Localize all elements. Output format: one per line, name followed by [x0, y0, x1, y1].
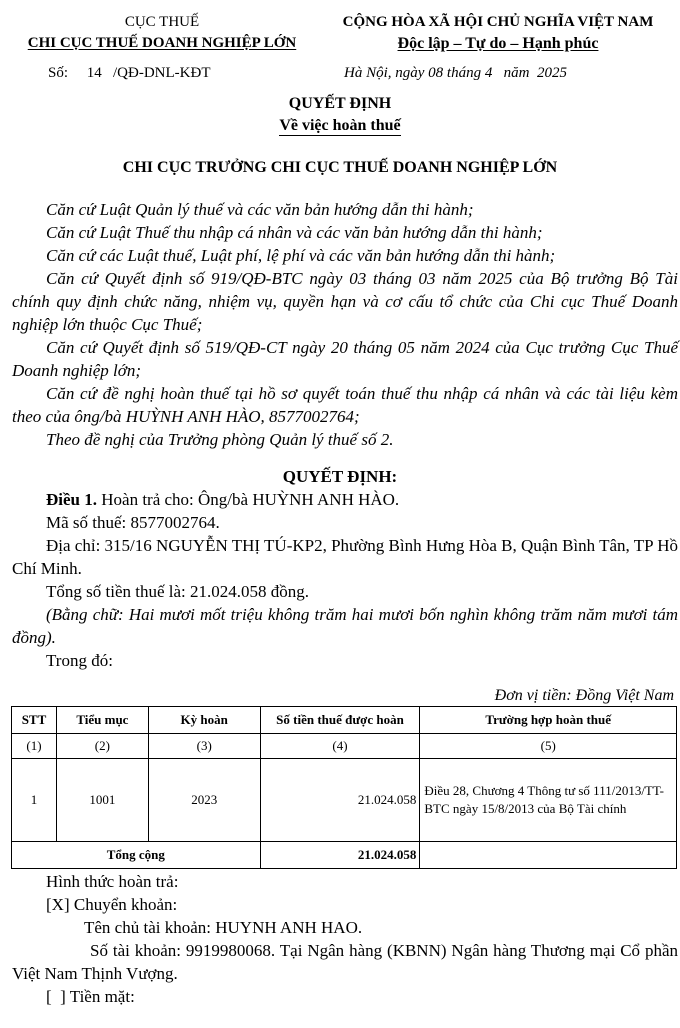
- payment-method: [12, 870, 678, 1008]
- column-number-row: (1) (2) (3) (4) (5): [12, 734, 677, 759]
- agency-parent: CỤC THUẾ: [124, 14, 200, 30]
- header-amount: Số tiền thuế được hoàn: [260, 707, 420, 734]
- account-number: Số tài khoản: 9919980068. Tại Ngân hàng (KBNN) Ngân hàng Thương mại Cổ phần Việt Nam Thịnh Vượng.: [12, 941, 678, 983]
- tax-code: Mã số thuế: 8577002764.: [46, 513, 220, 532]
- transfer-option: [X] Chuyển khoản:: [46, 895, 178, 914]
- document-date: Hà Nội, ngày 08 tháng 4 năm 2025: [344, 65, 567, 81]
- nation-name: CỘNG HÒA XÃ HỘI CHỦ NGHĨA VIỆT NAM: [342, 14, 654, 30]
- header-case: Trường hợp hoàn thuế: [420, 707, 677, 734]
- currency-unit: Đơn vị tiền: Đồng Việt Nam: [494, 687, 674, 704]
- basis-item: Căn cứ Luật Quản lý thuế và các văn bản hướng dẫn thi hành;: [46, 200, 474, 219]
- basis-item: Căn cứ đề nghị hoàn thuế tại hồ sơ quyết toán thuế thu nhập cá nhân và các tài liệu kèm theo của ông/bà HUỲNH ANH HÀO, 8577002764;: [12, 384, 678, 426]
- cell-sub-item: 1001: [56, 759, 148, 842]
- basis-item: Theo đề nghị của Trưởng phòng Quản lý thuế số 2.: [46, 430, 394, 449]
- payment-method-label: Hình thức hoàn trả:: [46, 872, 179, 891]
- amount-in-words: (Bằng chữ: Hai mươi mốt triệu không trăm hai mươi bốn nghìn không trăm năm mươi tám đồng).: [12, 605, 679, 647]
- basis-item: Căn cứ Quyết định số 519/QĐ-CT ngày 20 tháng 05 năm 2024 của Cục trưởng Cục Thuế Doanh nghiệp lớn;: [12, 338, 678, 380]
- document-subject: Về việc hoàn thuế: [279, 117, 401, 134]
- article-1-recipient: Điều 1. Hoàn trả cho: Ông/bà HUỲNH ANH HÀO.: [46, 490, 400, 509]
- total-label: Tổng cộng: [12, 842, 261, 869]
- address: Địa chỉ: 315/16 NGUYỄN THỊ TÚ-KP2, Phường Bình Hưng Hòa B, Quận Bình Tân, TP Hồ Chí Minh.: [12, 536, 678, 578]
- document-title: QUYẾT ĐỊNH: [288, 95, 392, 112]
- legal-basis: [12, 198, 678, 451]
- cash-checkbox: [ ]: [46, 987, 66, 1006]
- basis-item: Căn cứ Quyết định số 919/QĐ-BTC ngày 03 tháng 03 năm 2025 của Bộ trưởng Bộ Tài chính quy định chức năng, nhiệm vụ, quyền hạn và cơ cấu tổ chức của Chi cục Thuế Doanh nghiệp lớn thuộc Cục Thuế;: [12, 269, 678, 334]
- cell-case: Điều 28, Chương 4 Thông tư số 111/2013/TT-BTC ngày 15/8/2013 của Bộ Tài chính: [420, 759, 677, 842]
- total-amount: Tổng số tiền thuế là: 21.024.058 đồng.: [46, 582, 310, 601]
- total-amount-cell: 21.024.058: [260, 842, 420, 869]
- motto: Độc lập – Tự do – Hạnh phúc: [397, 35, 599, 52]
- article-1: [12, 488, 678, 672]
- table-row: [12, 759, 677, 842]
- header-stt: STT: [12, 707, 57, 734]
- account-name: Tên chủ tài khoản: HUYNH ANH HAO.: [84, 918, 363, 937]
- cell-stt: 1: [12, 759, 57, 842]
- header-period: Kỳ hoàn: [148, 707, 260, 734]
- breakdown-label: Trong đó:: [46, 651, 113, 670]
- basis-item: Căn cứ các Luật thuế, Luật phí, lệ phí và các văn bản hướng dẫn thi hành;: [46, 246, 556, 265]
- header-sub-item: Tiểu mục: [56, 707, 148, 734]
- cell-amount: 21.024.058: [260, 759, 420, 842]
- national-heading: [316, 12, 680, 54]
- total-row: [12, 842, 677, 869]
- agency-name: CHI CỤC THUẾ DOANH NGHIỆP LỚN: [27, 35, 297, 51]
- basis-item: Căn cứ Luật Thuế thu nhập cá nhân và các văn bản hướng dẫn thi hành;: [46, 223, 543, 242]
- table-header-row: [12, 707, 677, 734]
- issuing-authority: CHI CỤC TRƯỞNG CHI CỤC THUẾ DOANH NGHIỆP LỚN: [122, 159, 558, 176]
- transfer-checkbox: [X]: [46, 895, 70, 914]
- cash-option: [ ] Tiền mặt:: [46, 987, 135, 1006]
- refund-table: [11, 706, 677, 869]
- issuing-agency: [4, 12, 320, 54]
- cell-period: 2023: [148, 759, 260, 842]
- decision-heading: QUYẾT ĐỊNH:: [282, 467, 398, 486]
- document-number: Số: 14 /QĐ-DNL-KĐT: [48, 65, 211, 81]
